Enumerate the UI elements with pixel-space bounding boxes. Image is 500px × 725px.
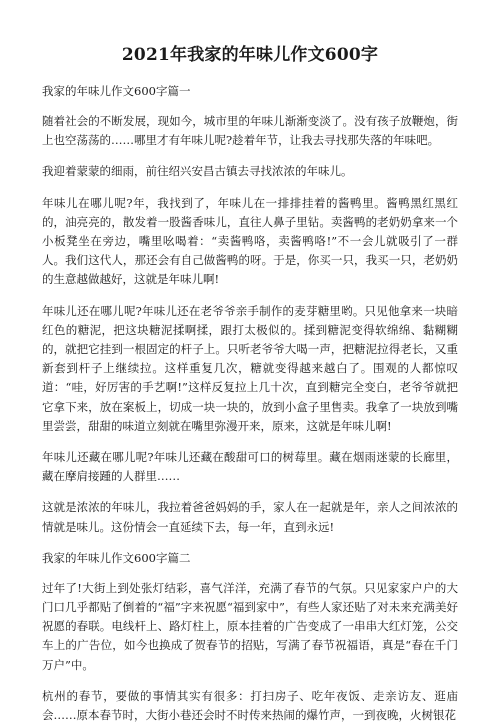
paragraph: 我迎着蒙蒙的细雨，前往绍兴安昌古镇去寻找浓浓的年味儿。 [42, 164, 353, 179]
section-heading: 我家的年味儿作文600字篇二 [42, 550, 191, 565]
paragraph: 年味儿还藏在哪儿呢?年味儿还藏在酸甜可口的树莓里。藏在烟雨迷蒙的长廊里，藏在摩肩接踵的人群里…… [42, 450, 458, 484]
paragraph: 随着社会的不断发展，现如今，城市里的年味儿渐渐变淡了。没有孩子放鞭炮，街上也空荡荡的……哪里才有年味儿呢?趁着年节，让我去寻找那失落的年味吧。 [42, 114, 458, 148]
paragraph: 过年了!大街上到处张灯结彩，喜气洋洋，充满了春节的气氛。只见家家户户的大门口几乎都贴了倒着的“福”字来祝愿“福到家中”，有些人家还贴了对未来充满美好祝愿的春联。电线杆上、路灯柱上，原本挂着的广告变成了一串串大红灯笼，公交车上的广告位，如今也换成了贺春节的招贴，写满了春节祝福语，真是“春在千门万户”中。 [42, 580, 458, 672]
paragraph: 这就是浓浓的年味儿，我拉着爸爸妈妈的手，家人在一起就是年，亲人之间浓浓的情就是味儿。这份情会一直延续下去，每一年，直到永远! [42, 500, 458, 534]
paragraph: 年味儿在哪儿呢?年，我找到了，年味儿在一排排挂着的酱鸭里。酱鸭黑红黑红的，油亮亮的，散发着一股酱香味儿，直往人鼻子里钻。卖酱鸭的老奶奶拿来一个小板凳坐在旁边，嘴里吆喝着：“卖酱鸭咯，卖酱鸭咯!”不一会儿就吸引了一群人。我们这代人，那还会有自己做酱鸭的呀。于是，你买一只，我买一只，老奶奶的生意越做越好，这就是年味儿啊! [42, 195, 458, 287]
paragraph: 年味儿还在哪儿呢?年味儿还在老爷爷亲手制作的麦芽糖里哟。只见他拿来一块暗红色的糖泥，把这块糖泥揉啊揉，跟打太极似的。揉到糖泥变得软绵绵、黏糊糊的，就把它挂到一根固定的杆子上。只听老爷爷大喝一声，把糖泥拉得老长，又重新套到杆子上继续拉。这样重复几次，糖就变得越来越白了。围观的人都惊叹道：“哇，好厉害的手艺啊!”这样反复拉上几十次，直到糖完全变白，老爷爷就把它拿下来，放在案板上，切成一块一块的，放到小盒子里售卖。我拿了一块放到嘴里尝尝，甜甜的味道立刻就在嘴里弥漫开来，原来，这就是年味儿啊! [42, 303, 458, 433]
section-heading: 我家的年味儿作文600字篇一 [42, 84, 191, 98]
paragraph: 杭州的春节，要做的事情其实有很多：打扫房子、吃年夜饭、走亲访友、逛庙会……原本春节时，大街小巷还会时不时传来热闹的爆竹声，一到夜晚，火树银花 [42, 688, 458, 723]
document-title: 2021年我家的年味儿作文600字 [121, 45, 379, 65]
